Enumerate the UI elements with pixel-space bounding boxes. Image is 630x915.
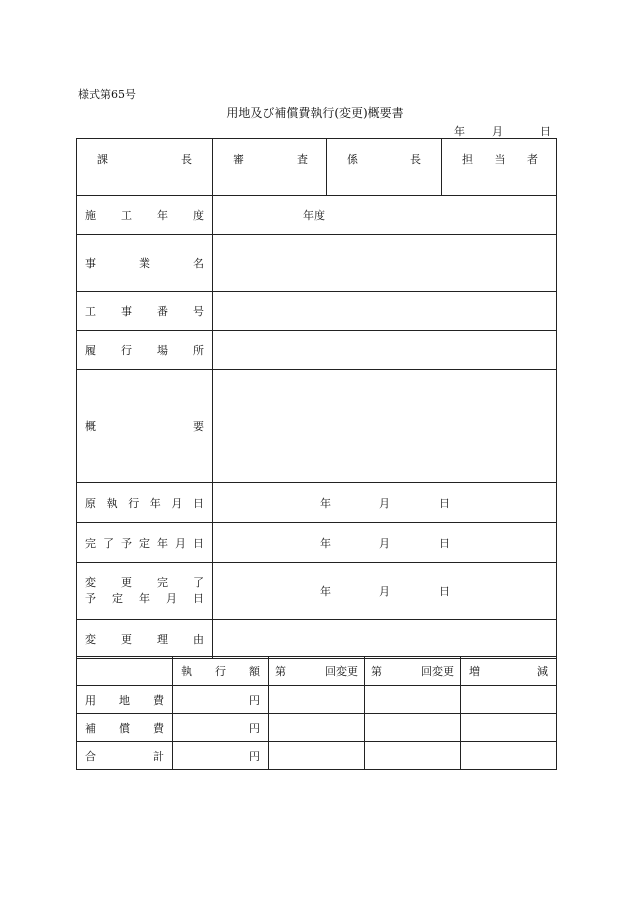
total-increase-decrease[interactable]: [461, 742, 557, 770]
compensation-change-1[interactable]: [269, 714, 365, 742]
value-change-reason[interactable]: [213, 620, 557, 659]
compensation-execution-amount[interactable]: 円: [173, 714, 269, 742]
label-total: 合 計: [77, 742, 173, 770]
value-original-date[interactable]: 年 月 日: [213, 483, 557, 523]
label-completion-date: 完 了 予 定 年 月 日: [77, 523, 213, 563]
document-title: 用地及び補償費執行(変更)概要書: [226, 106, 404, 120]
row-change-reason: [77, 620, 557, 659]
cost-row-total: [77, 742, 557, 770]
label-location: 履 行 場 所: [77, 331, 213, 370]
cost-row-compensation: [77, 714, 557, 742]
total-execution-amount[interactable]: 円: [173, 742, 269, 770]
value-changed-date[interactable]: 年 月 日: [213, 563, 557, 620]
label-land-cost: 用 地 費: [77, 686, 173, 714]
label-compensation-cost: 補 償 費: [77, 714, 173, 742]
land-change-1[interactable]: [269, 686, 365, 714]
date-month-label: 月: [492, 125, 503, 138]
value-project-name[interactable]: [213, 235, 557, 292]
value-work-number[interactable]: [213, 292, 557, 331]
header-increase-decrease: 増 減: [461, 657, 557, 686]
total-change-1[interactable]: [269, 742, 365, 770]
approval-row: [77, 139, 557, 196]
fiscal-year-suffix: 年度: [303, 209, 325, 222]
value-summary[interactable]: [213, 370, 557, 483]
cost-header-row: [77, 657, 557, 686]
approval-review: 審 査: [213, 139, 327, 196]
row-project-name: [77, 235, 557, 292]
label-project-name: 事 業 名: [77, 235, 213, 292]
row-changed-date: [77, 563, 557, 620]
label-construction-year: 施 工 年 度: [77, 196, 213, 235]
approval-staff: 担 当 者: [442, 139, 557, 196]
header-execution-amount: 執 行 額: [173, 657, 269, 686]
label-summary: 概 要: [77, 370, 213, 483]
form-number: 様式第65号: [78, 88, 136, 101]
label-change-reason: 変 更 理 由: [77, 620, 213, 659]
cost-header-blank: [77, 657, 173, 686]
value-completion-date[interactable]: 年 月 日: [213, 523, 557, 563]
land-execution-amount[interactable]: 円: [173, 686, 269, 714]
date-day-label: 日: [540, 125, 551, 138]
label-work-number: 工 事 番 号: [77, 292, 213, 331]
cost-row-land: [77, 686, 557, 714]
compensation-increase-decrease[interactable]: [461, 714, 557, 742]
row-completion-date: [77, 523, 557, 563]
date-year-label: 年: [454, 125, 465, 138]
value-location[interactable]: [213, 331, 557, 370]
value-construction-year[interactable]: [213, 196, 557, 235]
cost-table: [76, 656, 557, 770]
approval-clerk: 係 長: [327, 139, 442, 196]
label-changed-date: 変 更 完 了 予 定 年 月 日: [77, 563, 213, 620]
summary-form-table: [76, 138, 557, 659]
compensation-change-2[interactable]: [365, 714, 461, 742]
label-original-date: 原 執 行 年 月 日: [77, 483, 213, 523]
header-change-1: 第 回変更: [269, 657, 365, 686]
row-summary: [77, 370, 557, 483]
header-change-2: 第 回変更: [365, 657, 461, 686]
row-original-date: [77, 483, 557, 523]
row-work-number: [77, 292, 557, 331]
land-increase-decrease[interactable]: [461, 686, 557, 714]
row-location: [77, 331, 557, 370]
approval-chief: 課 長: [77, 139, 213, 196]
row-construction-year: [77, 196, 557, 235]
land-change-2[interactable]: [365, 686, 461, 714]
total-change-2[interactable]: [365, 742, 461, 770]
